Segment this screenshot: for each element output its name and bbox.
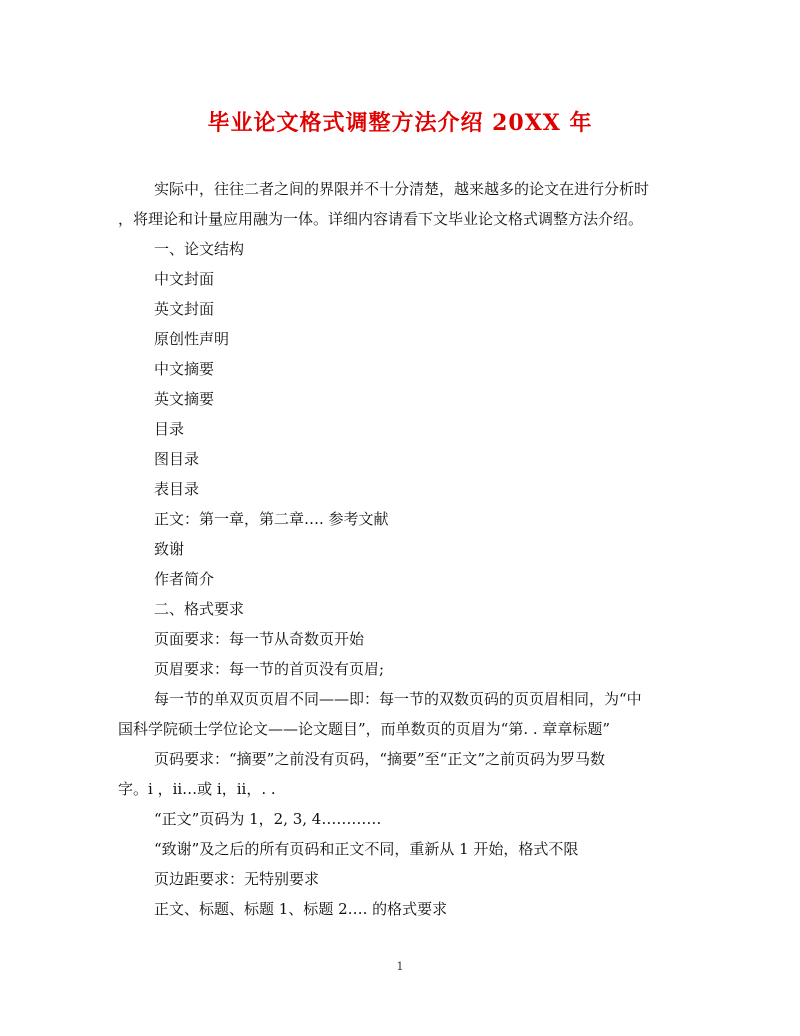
list-item: 中文摘要 [154,360,215,378]
paragraph: 字。i ，ii…或 i，ii，. . [118,780,276,798]
paragraph: 国科学院硕士学位论文——论文题目”，而单数页的页眉为“第. . 章章标题” [118,720,611,738]
paragraph: ，将理论和计量应用融为一体。详细内容请看下文毕业论文格式调整方法介绍。 [118,210,644,228]
list-item: 目录 [154,420,185,438]
paragraph: 页面要求：每一节从奇数页开始 [154,630,365,648]
section-heading: 二、格式要求 [154,600,245,618]
list-item: 作者简介 [154,570,215,588]
paragraph: 页码要求：“摘要”之前没有页码，“摘要”至“正文”之前页码为罗马数 [154,750,606,768]
paragraph: 页眉要求：每一节的首页没有页眉; [154,660,385,678]
paragraph: 页边距要求：无特别要求 [154,870,320,888]
document-body [118,174,678,924]
list-item: 正文：第一章，第二章…. 参考文献 [154,510,389,528]
list-item: 致谢 [154,540,185,558]
list-item: 表目录 [154,480,200,498]
page-number: 1 [396,960,404,973]
paragraph: “致谢”及之后的所有页码和正文不同，重新从 1 开始，格式不限 [154,840,579,858]
list-item: 原创性声明 [154,330,230,348]
paragraph: 每一节的单双页页眉不同——即：每一节的双数页码的页页眉相同，为“中 [154,690,642,708]
list-item: 英文摘要 [154,390,215,408]
list-item: 中文封面 [154,270,215,288]
paragraph: 实际中，往往二者之间的界限并不十分清楚，越来越多的论文在进行分析时 [154,180,650,198]
section-heading: 一、论文结构 [154,240,245,258]
paragraph: “正文”页码为 1，2, 3, 4………… [154,810,382,828]
list-item: 图目录 [154,450,200,468]
paragraph: 正文、标题、标题 1、标题 2…. 的格式要求 [154,900,448,918]
list-item: 英文封面 [154,300,215,318]
document-title: 毕业论文格式调整方法介绍 20XX 年 [207,110,593,136]
